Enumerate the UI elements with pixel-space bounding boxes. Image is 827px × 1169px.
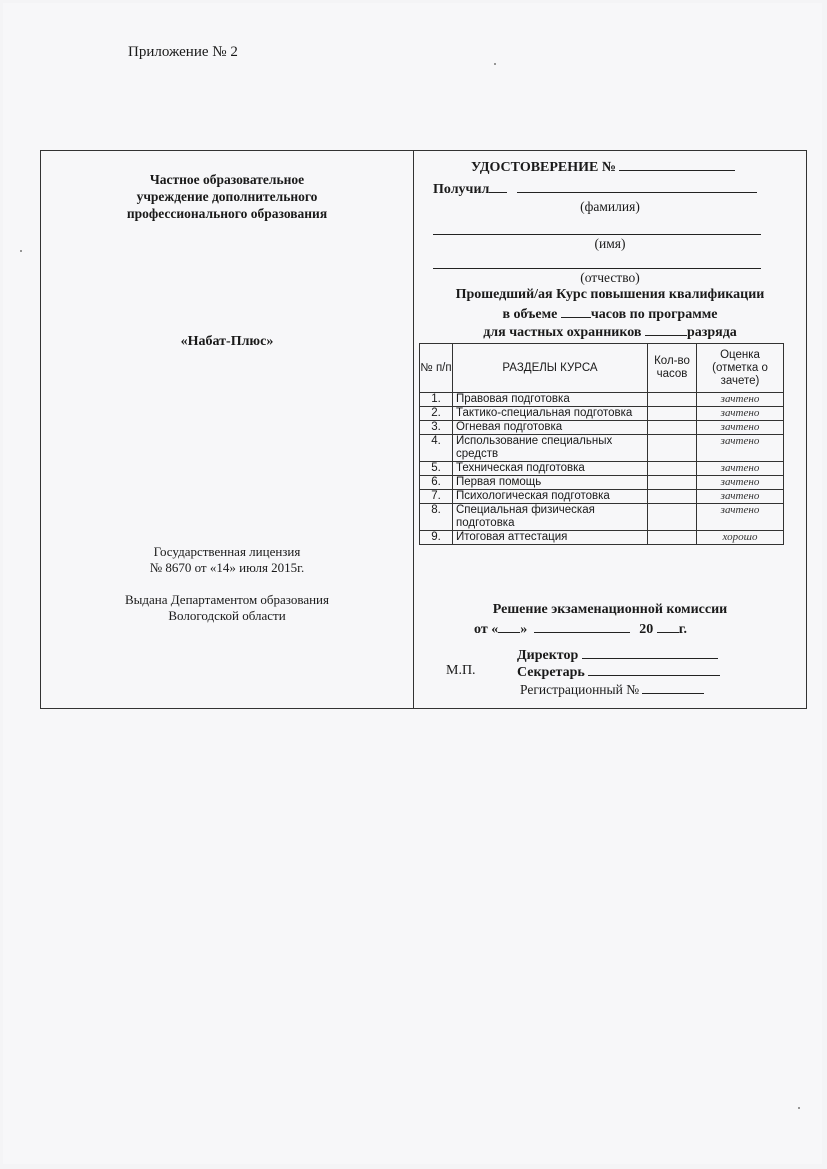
scan-speck [798,1107,800,1109]
registration-row [520,681,704,698]
license-info [41,544,413,576]
registration-number-field[interactable] [642,681,704,694]
row-num: 8. [420,504,453,531]
hours-field[interactable] [561,305,591,318]
date-day-field[interactable] [498,620,520,633]
surname-caption: (фамилия) [580,199,640,214]
table-row [420,504,784,531]
row-hours[interactable] [648,462,697,476]
org-line: профессионального образования [126,206,328,221]
table-row [420,462,784,476]
date-year-prefix: 20 [639,622,654,637]
row-section: Тактико-специальная подготовка [453,407,648,421]
grade-level-field[interactable] [645,323,687,336]
course-table [419,343,784,545]
secretary-signature-field[interactable] [588,663,720,676]
date-suffix: г. [678,622,687,637]
organization-name [41,171,413,222]
row-grade: зачтено [697,462,784,476]
stamp-label: М.П. [446,663,476,678]
row-num: 3. [420,421,453,435]
row-grade: зачтено [697,435,784,462]
table-row [420,435,784,462]
row-hours[interactable] [648,393,697,407]
table-row [420,407,784,421]
row-section: Техническая подготовка [453,462,648,476]
guards-label: для частных охранников [483,325,642,340]
issuer-info [41,592,413,624]
row-hours[interactable] [648,504,697,531]
table-header-row [420,344,784,393]
row-section: Специальная физическая подготовка [453,504,648,531]
row-num: 1. [420,393,453,407]
row-section: Огневая подготовка [453,421,648,435]
org-line: учреждение дополнительного [136,189,318,204]
certificate-title-row [471,158,735,176]
issuer-region: Вологодской области [168,608,286,623]
license-number: № 8670 от «14» июля 2015г. [149,560,305,575]
row-num: 7. [420,490,453,504]
commission-date [474,620,687,638]
header-num: № п/п [420,344,453,393]
row-grade: зачтено [697,490,784,504]
program-label: часов по программе [590,307,718,322]
table-row [420,421,784,435]
row-section: Психологическая подготовка [453,490,648,504]
course-line-1: Прошедший/ая Курс повышения квалификации [455,287,765,302]
row-grade: хорошо [697,531,784,545]
row-grade: зачтено [697,407,784,421]
certificate-panel [414,151,806,708]
row-num: 2. [420,407,453,421]
rank-label: разряда [686,325,737,340]
certificate-number-field[interactable] [619,158,735,171]
director-label: Директор [517,648,579,663]
row-num: 9. [420,531,453,545]
director-signature-field[interactable] [582,646,718,659]
name-field[interactable] [433,234,761,235]
document-page [3,3,822,1164]
row-grade: зачтено [697,476,784,490]
scan-speck [20,250,22,252]
table-row [420,490,784,504]
date-mid: » [520,622,528,637]
secretary-label: Секретарь [517,665,585,680]
cover-panel [41,151,413,708]
row-num: 4. [420,435,453,462]
row-num: 5. [420,462,453,476]
row-grade: зачтено [697,393,784,407]
row-section: Первая помощь [453,476,648,490]
row-hours[interactable] [648,490,697,504]
row-num: 6. [420,476,453,490]
header-grade: Оценка (отметка о зачете) [697,344,784,393]
header-section: РАЗДЕЛЫ КУРСА [453,344,648,393]
commission-title: Решение экзаменационной комиссии [492,602,728,617]
header-hours: Кол-во часов [648,344,697,393]
row-section: Итоговая аттестация [453,531,648,545]
scan-speck [494,63,496,65]
table-row [420,393,784,407]
table-row [420,531,784,545]
volume-label: в объеме [502,307,558,322]
received-row [433,180,757,198]
patronymic-field[interactable] [433,268,761,269]
row-grade: зачтено [697,421,784,435]
license-line: Государственная лицензия [153,544,301,559]
row-section: Правовая подготовка [453,393,648,407]
received-underline [489,180,507,193]
registration-label: Регистрационный № [520,682,640,697]
date-year-field[interactable] [657,620,679,633]
row-hours[interactable] [648,531,697,545]
org-line: Частное образовательное [149,172,305,187]
row-section: Использование специальных средств [453,435,648,462]
certificate-form [40,150,807,709]
date-prefix: от « [474,622,499,637]
date-month-field[interactable] [534,620,630,633]
appendix-label: Приложение № 2 [128,44,238,60]
director-row [517,646,718,664]
company-name: «Набат-Плюс» [180,334,274,349]
secretary-row [517,663,720,681]
course-line-2 [414,305,806,323]
table-row [420,476,784,490]
row-hours[interactable] [648,476,697,490]
patronymic-caption: (отчество) [580,270,640,285]
row-hours[interactable] [648,407,697,421]
name-caption: (имя) [594,236,626,251]
row-hours[interactable] [648,421,697,435]
row-grade: зачтено [697,504,784,531]
surname-field[interactable] [517,180,757,193]
course-line-3 [414,323,806,341]
received-label: Получил [433,182,490,197]
issuer-line: Выдана Департаментом образования [125,592,329,607]
certificate-title: УДОСТОВЕРЕНИЕ № [471,160,616,175]
row-hours[interactable] [648,435,697,462]
